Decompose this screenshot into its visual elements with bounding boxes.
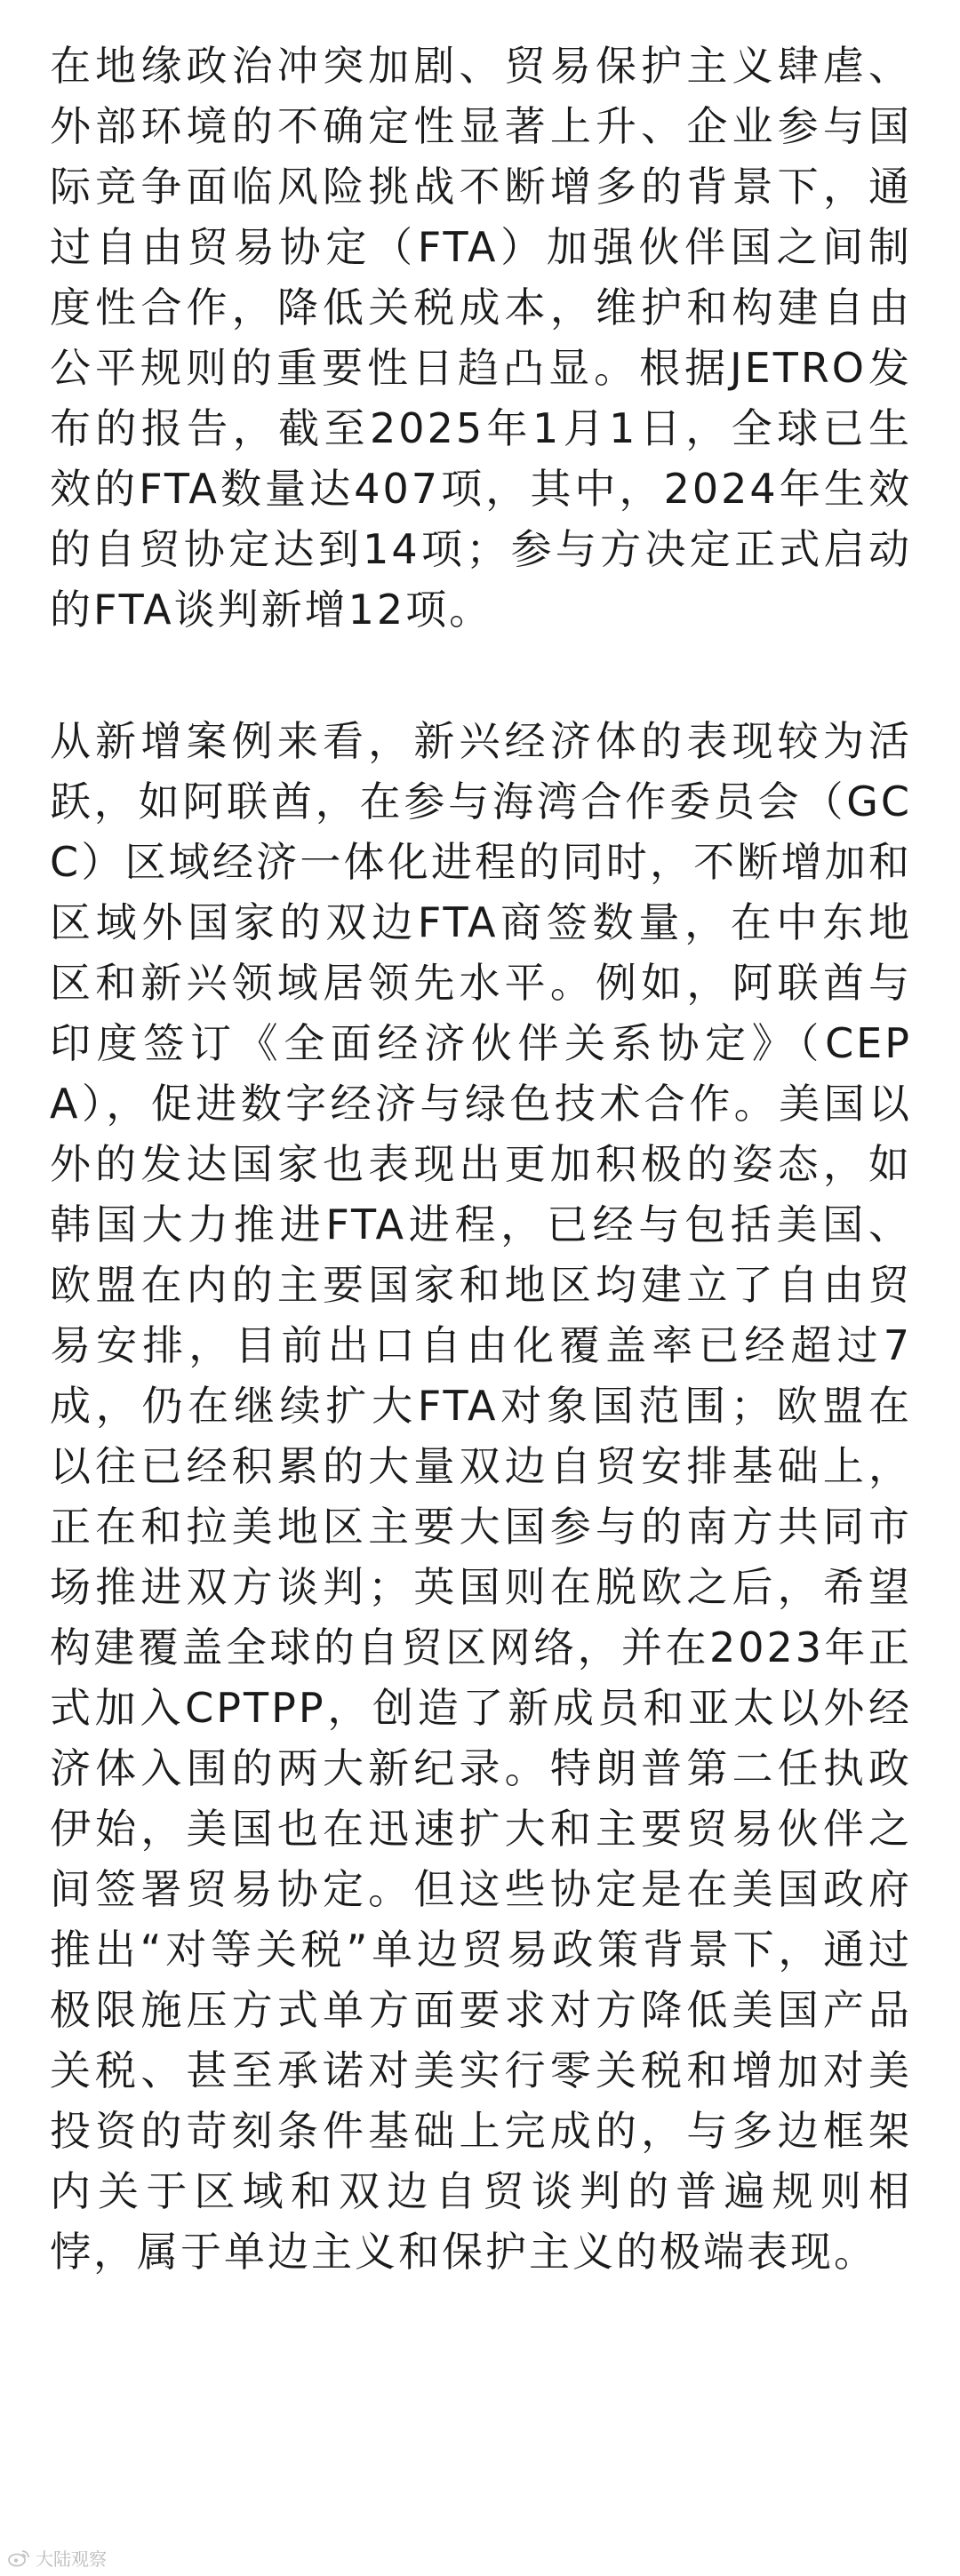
watermark [7, 2545, 107, 2571]
article-body [50, 36, 912, 2282]
weibo-logo-icon [7, 2549, 30, 2567]
paragraph-2: 从新增案例来看，新兴经济体的表现较为活跃，如阿联酋，在参与海湾合作委员会（GCC）区域经济一体化进程的同时，不断增加和区域外国家的双边FTA商签数量，在中东地区和新兴领域居领先水平。例如，阿联酋与印度签订《全面经济伙伴关系协定》（CEPA），促进数字经济与绿色技术合作。美国以外的发达国家也表现出更加积极的姿态，如韩国大力推进FTA进程，已经与包括美国、欧盟在内的主要国家和地区均建立了自由贸易安排，目前出口自由化覆盖率已经超过7成，仍在继续扩大FTA对象国范围；欧盟在以往已经积累的大量双边自贸安排基础上，正在和拉美地区主要大国参与的南方共同市场推进双方谈判；英国则在脱欧之后，希望构建覆盖全球的自贸区网络，并在2023年正式加入CPTPP，创造了新成员和亚太以外经济体入围的两大新纪录。特朗普第二任执政伊始，美国也在迅速扩大和主要贸易伙伴之间签署贸易协定。但这些协定是在美国政府推出“对等关税”单边贸易政策背景下，通过极限施压方式单方面要求对方降低美国产品关税、甚至承诺对美实行零关税和增加对美投资的苛刻条件基础上完成的，与多边框架内关于区域和双边自贸谈判的普遍规则相悖，属于单边主义和保护主义的极端表现。 [50, 717, 912, 2276]
watermark-text: 大陆观察 [36, 2548, 107, 2570]
paragraph-1: 在地缘政治冲突加剧、贸易保护主义肆虐、外部环境的不确定性显著上升、企业参与国际竞争面临风险挑战不断增多的背景下，通过自由贸易协定（FTA）加强伙伴国之间制度性合作，降低关税成本，维护和构建自由公平规则的重要性日趋凸显。根据JETRO发布的报告，截至2025年1月1日，全球已生效的FTA数量达407项，其中，2024年生效的自贸协定达到14项；参与方决定正式启动的FTA谈判新增12项。 [50, 42, 912, 634]
